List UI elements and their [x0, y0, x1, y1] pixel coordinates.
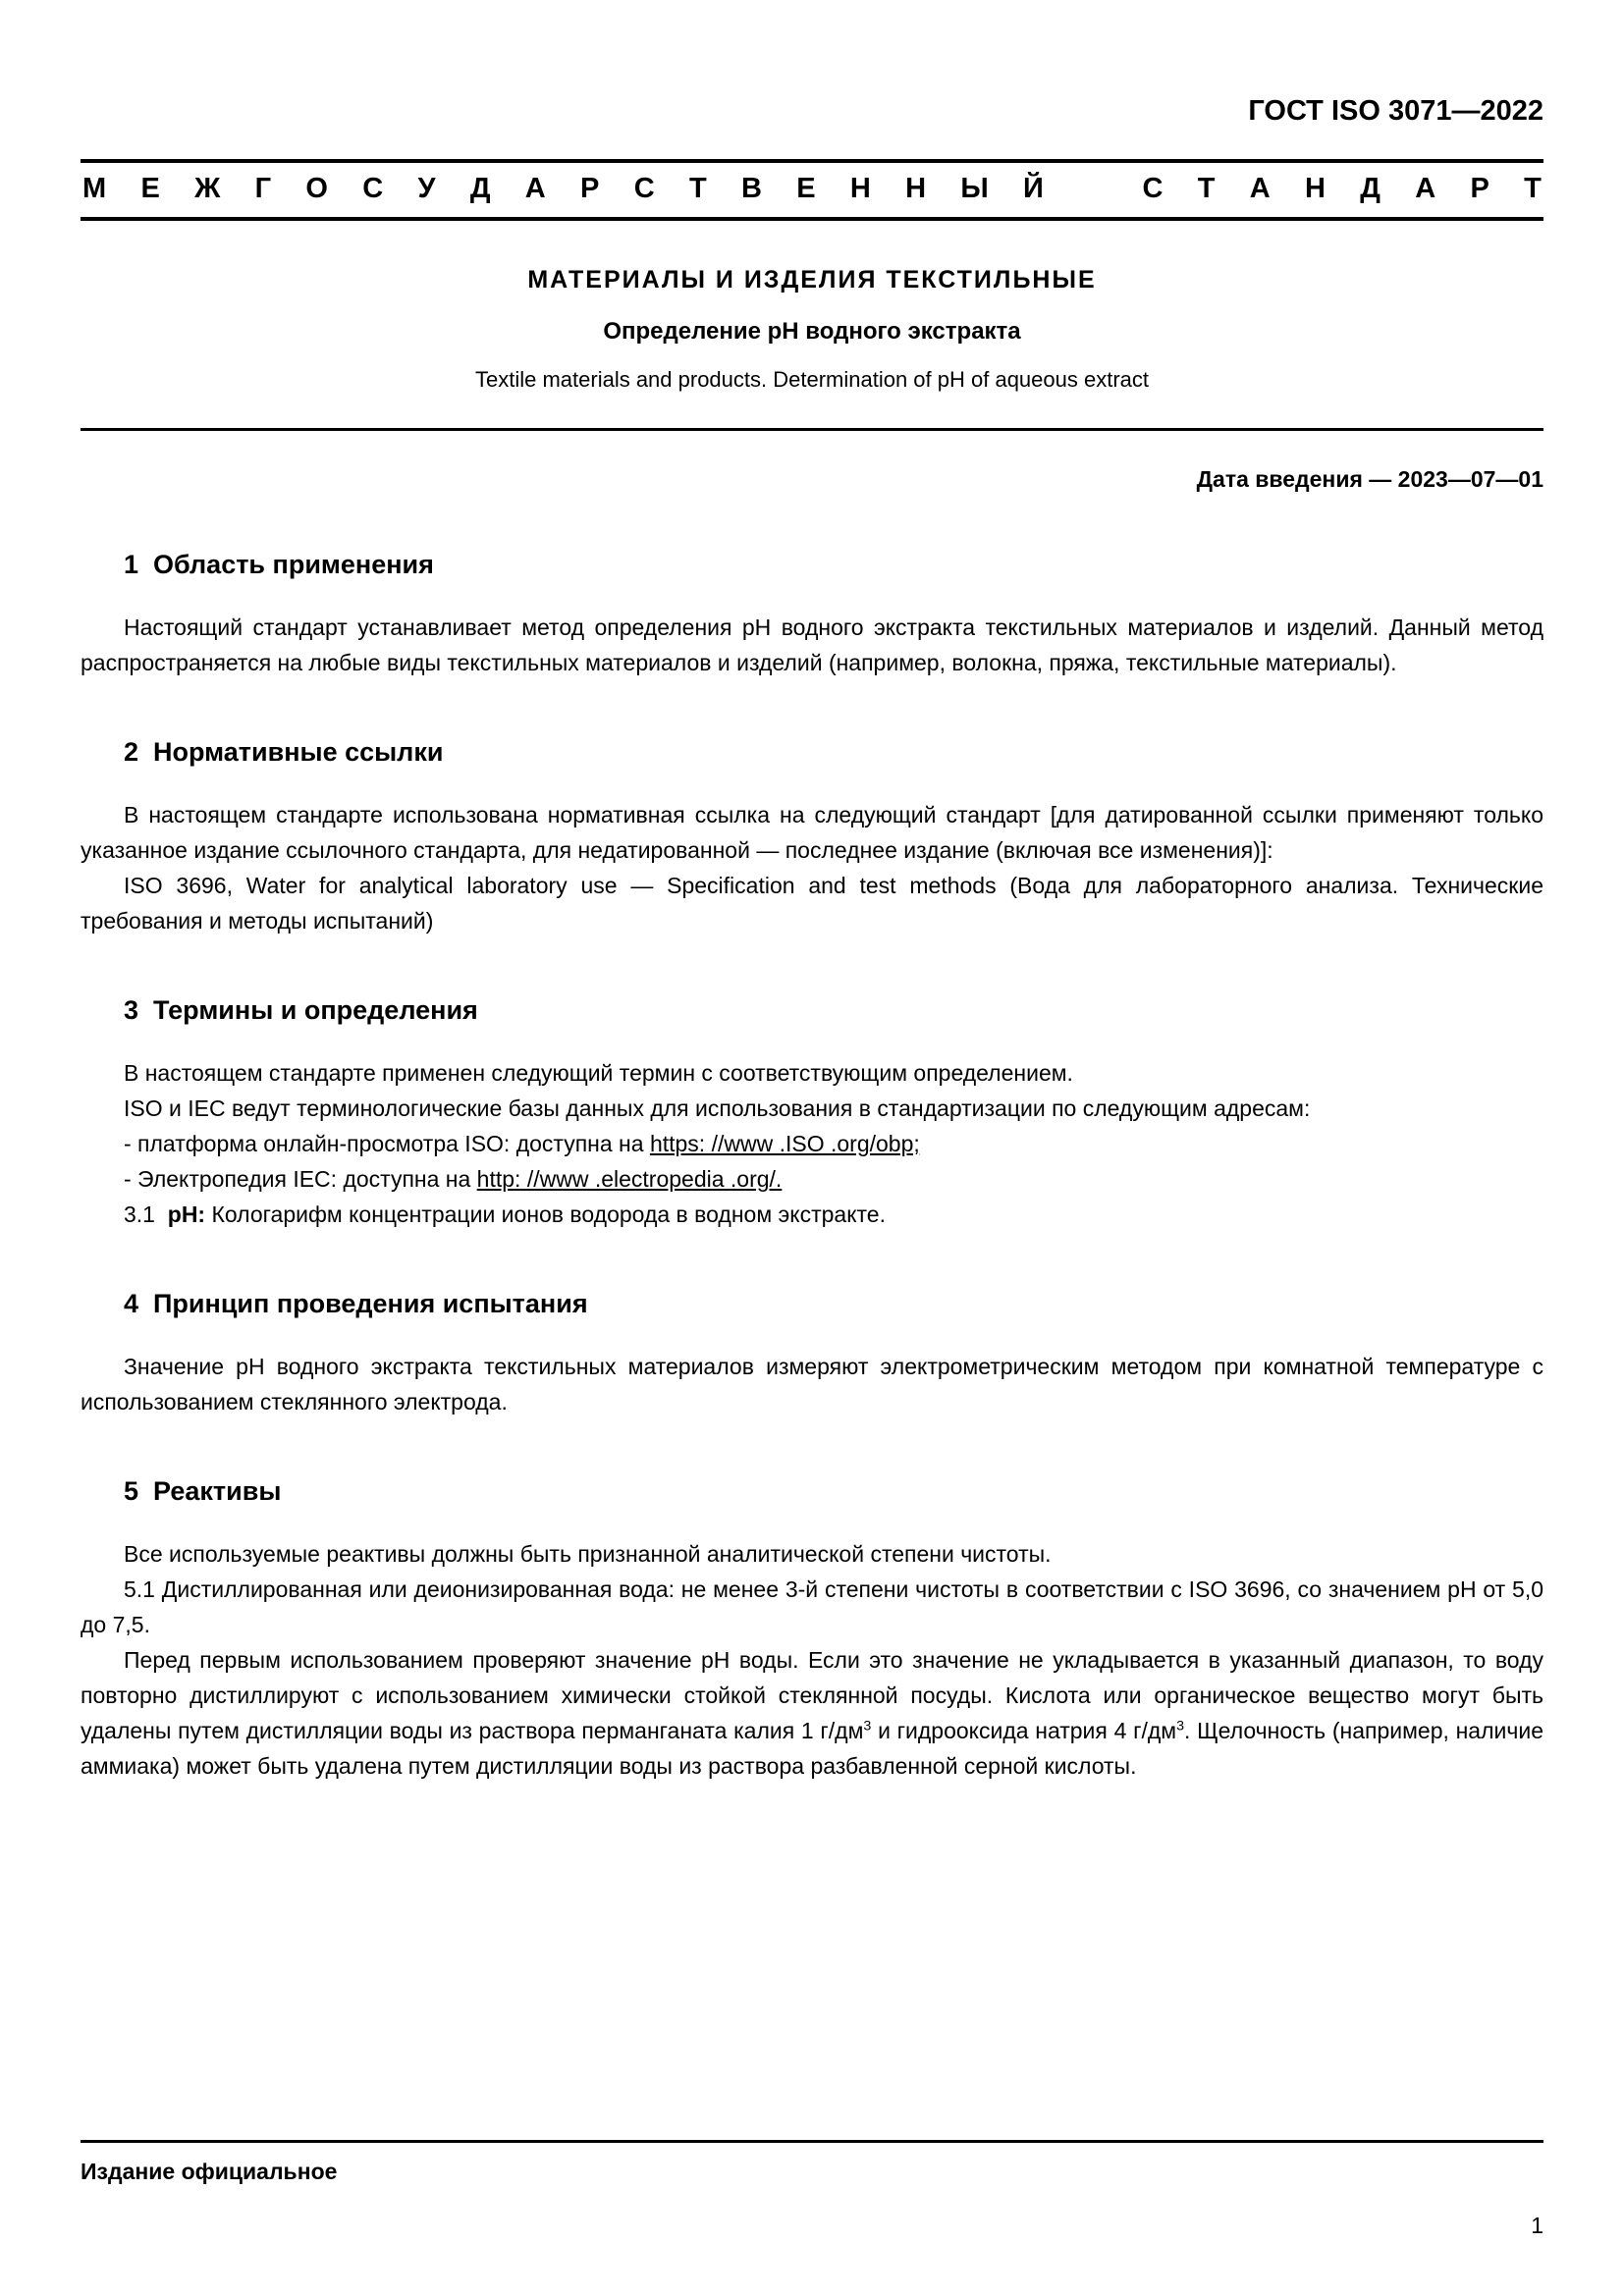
paragraph: Значение pH водного экстракта текстильных материалов измеряют электрометрическим методом при комнатной температуре с использованием стеклянного электрода. — [81, 1354, 1543, 1415]
paragraph: ISO 3696, Water for analytical laboratory use — Specification and test methods (Вода для лабораторного анализа. Технические требования и методы испытаний) — [81, 873, 1543, 934]
title-main: МАТЕРИАЛЫ И ИЗДЕЛИЯ ТЕКСТИЛЬНЫЕ — [527, 266, 1097, 294]
effective-date: Дата введения — 2023—07—01 — [1196, 466, 1543, 492]
title-subtitle: Определение pH водного экстракта — [603, 318, 1021, 345]
paragraph-text: . Щелочность (например, наличие аммиака) может быть удалена путем дистилляции воды из раствора разбавленной серной кислоты. — [81, 1718, 1543, 1779]
section-test-principle — [81, 1289, 1543, 1419]
section-heading: 2 Нормативные ссылки — [124, 737, 444, 767]
section-reagents — [81, 1476, 1543, 1784]
title-divider — [81, 428, 1543, 431]
page-footer — [81, 2140, 1543, 2239]
edition-note: Издание официальное — [81, 2159, 338, 2184]
section-heading: 3 Термины и определения — [124, 995, 478, 1025]
section-scope — [81, 550, 1543, 680]
title-english: Textile materials and products. Determination of pH of aqueous extract — [474, 367, 1150, 392]
paragraph: 5.1 Дистиллированная или деионизированная вода: не менее 3-й степени чистоты в соответствии с ISO 3696, со значением pH от 5,0 до 7,5. — [81, 1576, 1543, 1637]
term-number: 3.1 — [124, 1201, 168, 1227]
superscript: 3 — [863, 1718, 872, 1735]
term-label: pH: — [167, 1201, 206, 1227]
iso-obp-link[interactable]: https: //www .ISO .org/obp; — [649, 1131, 920, 1156]
paragraph: Все используемые реактивы должны быть признанной аналитической степени чистоты. — [124, 1541, 1052, 1567]
term-definition-line — [81, 1197, 1543, 1232]
paragraph — [81, 1642, 1543, 1784]
section-heading: 4 Принцип проведения испытания — [124, 1289, 588, 1318]
paragraph-text: и гидрооксида натрия 4 г/дм — [871, 1718, 1177, 1743]
superscript: 3 — [1176, 1718, 1185, 1735]
document-number: ГОСТ ISO 3071—2022 — [1248, 95, 1543, 127]
standard-type-banner: М Е Ж Г О С У Д А Р С Т В Е Н Н Ы Й С Т А Н Д А Р Т — [81, 159, 1543, 221]
electropedia-link[interactable]: http: //www .electropedia .org/. — [476, 1166, 783, 1192]
paragraph: В настоящем стандарте использована нормативная ссылка на следующий стандарт [для датированной ссылки применяют только указанное издание ссылочного стандарта, для недатированной — последнее издание (включая все изменения)]: — [81, 802, 1543, 863]
list-item — [81, 1161, 1543, 1197]
title-block — [81, 266, 1543, 393]
term-definition: Кологарифм концентрации ионов водорода в водном экстракте. — [205, 1201, 886, 1227]
footer-divider — [81, 2140, 1543, 2143]
paragraph: ISO и IEC ведут терминологические базы данных для использования в стандартизации по следующим адресам: — [124, 1095, 1311, 1121]
page-number: 1 — [1531, 2213, 1543, 2238]
list-item-text: - платформа онлайн-просмотра ISO: доступна на — [124, 1131, 650, 1156]
list-item-text: - Электропедия IEC: доступна на — [124, 1166, 477, 1192]
list-item — [81, 1126, 1543, 1161]
section-normative-references — [81, 737, 1543, 938]
section-terms-definitions — [81, 995, 1543, 1232]
paragraph-text: Перед первым использованием проверяют значение pH воды. Если это значение не укладывается в указанный диапазон, то воду повторно дистиллируют с использованием химически стойкой стеклянной посуды. Кислота или органическое вещество могут быть удалены путем дистилляции воды из раствора перманганата калия 1 г/дм — [81, 1647, 1543, 1743]
paragraph: Настоящий стандарт устанавливает метод определения pH водного экстракта текстильных материалов и изделий. Данный метод распространяется на любые виды текстильных материалов и изделий (например, волокна, пряжа, текстильные материалы). — [81, 614, 1543, 675]
paragraph: В настоящем стандарте применен следующий термин с соответствующим определением. — [124, 1060, 1073, 1086]
section-heading: 1 Область применения — [124, 550, 434, 579]
section-heading: 5 Реактивы — [124, 1476, 282, 1506]
